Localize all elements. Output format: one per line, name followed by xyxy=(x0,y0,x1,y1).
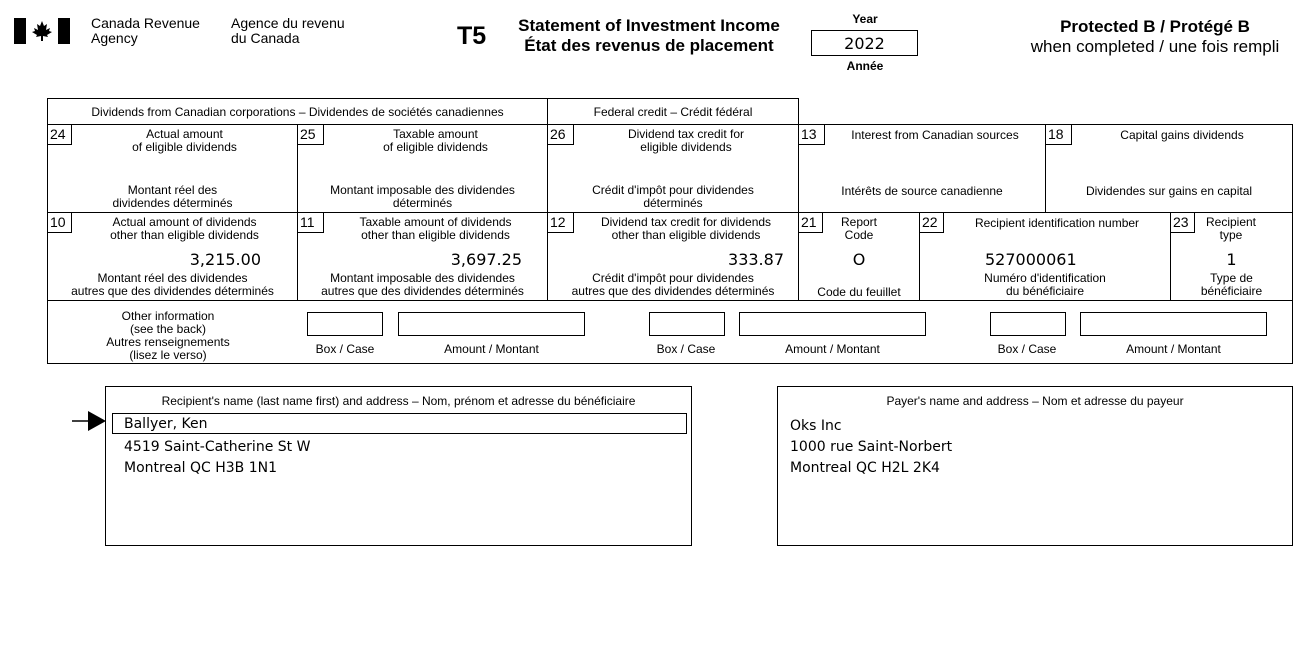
box-label-fr: Crédit d'impôt pour dividendes xyxy=(592,271,754,285)
arrow-right-icon xyxy=(72,410,108,432)
box-label-en: Recipient xyxy=(1205,215,1257,229)
box-label-fr: dividendes déterminés xyxy=(112,196,233,210)
box-label-fr: Numéro d'identification xyxy=(984,271,1106,285)
amount-montant-label: Amount / Montant xyxy=(1126,342,1221,356)
box-22-recipient-id-number xyxy=(920,213,1170,300)
box-label-en: Taxable amount xyxy=(393,127,478,141)
box-13-interest-canadian-sources xyxy=(799,125,1045,212)
box-number: 13 xyxy=(799,125,825,145)
box-case-label: Box / Case xyxy=(315,342,375,356)
box-number: 24 xyxy=(48,125,72,145)
box-number: 25 xyxy=(298,125,324,145)
box-22-value[interactable]: 527000061 xyxy=(985,250,1077,269)
other-info-amount-1[interactable] xyxy=(398,312,585,336)
box-23-value[interactable]: 1 xyxy=(1226,250,1237,269)
payer-address-block xyxy=(777,386,1293,546)
box-26-eligible-dividend-tax-credit xyxy=(548,125,798,212)
box-11-value[interactable]: 3,697.25 xyxy=(450,250,522,269)
form-title xyxy=(505,16,793,56)
box-23-recipient-type xyxy=(1171,213,1292,300)
box-label-fr: Montant imposable des dividendes xyxy=(330,271,515,285)
box-label-en: other than eligible dividends xyxy=(611,228,761,242)
recipient-address-line2: Montreal QC H3B 1N1 xyxy=(124,460,278,476)
box-label-en: Dividend tax credit for xyxy=(627,127,745,141)
box-21-report-code xyxy=(799,213,919,300)
box-label-fr: Montant imposable des dividendes xyxy=(330,183,515,197)
box-25-taxable-eligible-dividends xyxy=(298,125,547,212)
box-10-value[interactable]: 3,215.00 xyxy=(189,250,261,269)
federal-credit-header: Federal credit – Crédit fédéral xyxy=(547,98,799,125)
box-label-fr: Intérêts de source canadienne xyxy=(841,184,1003,198)
box-18-capital-gains-dividends xyxy=(1046,125,1292,212)
form-title-en: Statement of Investment Income xyxy=(518,16,780,35)
box-label-en: Dividend tax credit for dividends xyxy=(600,215,772,229)
box-label-en: Actual amount xyxy=(146,127,223,141)
box-label-fr: déterminés xyxy=(643,196,703,210)
box-label-fr: bénéficiaire xyxy=(1200,284,1263,298)
box-label-en: Report xyxy=(840,215,878,229)
box-label-en: Recipient identification number xyxy=(974,216,1140,230)
box-label-fr: Montant réel des dividendes xyxy=(97,271,248,285)
other-info-amount-3[interactable] xyxy=(1080,312,1267,336)
protected-label: Protected B / Protégé B xyxy=(1060,17,1250,36)
box-label-en: Interest from Canadian sources xyxy=(851,128,1019,142)
grid-divider xyxy=(47,300,1293,301)
agency-name-fr: Agence du revenu du Canada xyxy=(231,15,345,46)
form-title-fr: État des revenus de placement xyxy=(524,36,774,55)
other-info-box-2[interactable] xyxy=(649,312,725,336)
box-label-fr: Montant réel des xyxy=(127,183,218,197)
payer-address-line2: Montreal QC H2L 2K4 xyxy=(790,460,940,476)
box-label-en: type xyxy=(1219,228,1243,242)
amount-montant-label: Amount / Montant xyxy=(444,342,539,356)
box-number: 23 xyxy=(1171,213,1195,233)
box-10-other-dividends xyxy=(48,213,297,300)
box-case-label: Box / Case xyxy=(656,342,716,356)
box-number: 10 xyxy=(48,213,72,233)
payer-address xyxy=(790,416,952,479)
recipient-header: Recipient's name (last name first) and address – Nom, prénom et adresse du bénéficiaire xyxy=(161,394,636,408)
box-case-label: Box / Case xyxy=(997,342,1057,356)
box-label-fr: autres que des dividendes déterminés xyxy=(571,284,775,298)
year-value: 2022 xyxy=(844,34,885,53)
other-info-amount-2[interactable] xyxy=(739,312,926,336)
year-label-fr: Année xyxy=(846,59,884,73)
box-number: 26 xyxy=(548,125,574,145)
recipient-address-line1: 4519 Saint-Catherine St W xyxy=(124,439,311,455)
payer-address-line1: 1000 rue Saint-Norbert xyxy=(790,439,953,455)
box-21-value[interactable]: O xyxy=(852,250,866,269)
box-number: 12 xyxy=(548,213,574,233)
other-information-label: Other information (see the back) Autres renseignements (lisez le verso) xyxy=(106,309,230,362)
box-24-eligible-dividends xyxy=(48,125,297,212)
dividends-section-header: Dividends from Canadian corporations – Dividendes de sociétés canadiennes xyxy=(47,98,548,125)
recipient-name-field[interactable] xyxy=(112,413,687,434)
box-label-fr: Crédit d'impôt pour dividendes xyxy=(592,183,754,197)
box-label-en: of eligible dividends xyxy=(383,140,488,154)
recipient-address xyxy=(124,437,310,479)
payer-name: Oks Inc xyxy=(790,418,842,434)
box-label-en: eligible dividends xyxy=(640,140,732,154)
form-code: T5 xyxy=(457,22,487,50)
box-number: 11 xyxy=(298,213,324,233)
recipient-address-block xyxy=(105,386,692,546)
box-label-fr: autres que des dividendes déterminés xyxy=(71,284,274,298)
box-label-en: Code xyxy=(844,228,874,242)
amount-montant-label: Amount / Montant xyxy=(785,342,880,356)
box-label-fr: Code du feuillet xyxy=(817,285,901,299)
payer-header: Payer's name and address – Nom et adresse du payeur xyxy=(886,394,1184,408)
other-info-box-1[interactable] xyxy=(307,312,383,336)
box-number: 22 xyxy=(920,213,944,233)
box-label-en: Actual amount of dividends xyxy=(112,215,257,229)
protected-notice xyxy=(1010,17,1300,57)
year-field[interactable] xyxy=(811,30,918,56)
box-12-other-dividend-tax-credit xyxy=(548,213,798,300)
year-label-en: Year xyxy=(852,12,878,26)
recipient-name: Ballyer, Ken xyxy=(124,416,208,432)
box-number: 21 xyxy=(799,213,823,233)
box-label-en: other than eligible dividends xyxy=(110,228,259,242)
canada-flag-logo xyxy=(14,18,70,44)
box-label-fr: Dividendes sur gains en capital xyxy=(1085,184,1253,198)
box-label-en: Capital gains dividends xyxy=(1120,128,1244,142)
box-11-taxable-other-dividends xyxy=(298,213,547,300)
agency-name-en: Canada Revenue Agency xyxy=(91,15,200,46)
box-label-en: of eligible dividends xyxy=(132,140,237,154)
box-label-en: Taxable amount of dividends xyxy=(359,215,512,229)
box-label-en: other than eligible dividends xyxy=(361,228,510,242)
protected-sublabel: when completed / une fois rempli xyxy=(1030,37,1280,56)
box-label-fr: du bénéficiaire xyxy=(1005,284,1085,298)
box-number: 18 xyxy=(1046,125,1072,145)
box-label-fr: autres que des dividendes déterminés xyxy=(321,284,524,298)
other-info-box-3[interactable] xyxy=(990,312,1066,336)
box-label-fr: Type de xyxy=(1210,271,1253,285)
box-label-fr: déterminés xyxy=(392,196,453,210)
box-12-value[interactable]: 333.87 xyxy=(728,250,784,269)
